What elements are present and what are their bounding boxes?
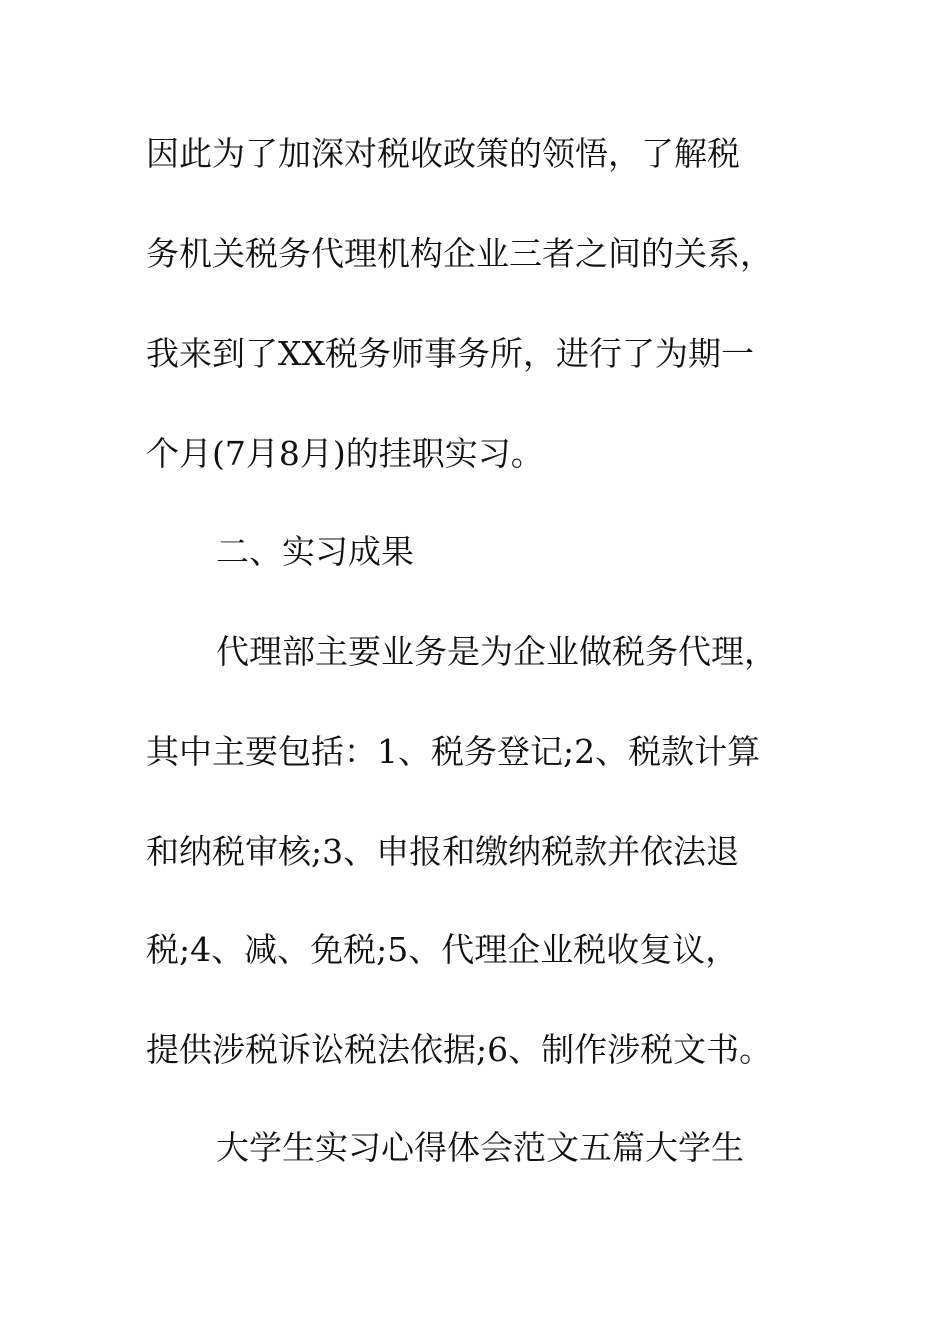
- paragraph-line-5: 代理部主要业务是为企业做税务代理，: [216, 632, 777, 671]
- paragraph-line-10: 大学生实习心得体会范文五篇大学生: [216, 1128, 744, 1167]
- paragraph-line-2: 务机关税务代理机构企业三者之间的关系，: [146, 234, 773, 273]
- paragraph-line-1: 因此为了加深对税收政策的领悟，了解税: [146, 134, 740, 173]
- paragraph-line-8: 税;4、减、免税;5、代理企业税收复议，: [146, 930, 739, 969]
- paragraph-line-9: 提供涉税诉讼税法依据;6、制作涉税文书。: [146, 1030, 773, 1069]
- paragraph-line-4: 个月(7月8月)的挂职实习。: [146, 434, 544, 473]
- section-heading: 二、实习成果: [216, 532, 414, 571]
- paragraph-line-3: 我来到了XX税务师事务所，进行了为期一: [146, 334, 754, 373]
- paragraph-line-6: 其中主要包括：1、税务登记;2、税款计算: [146, 732, 761, 771]
- paragraph-line-7: 和纳税审核;3、申报和缴纳税款并依法退: [146, 832, 740, 871]
